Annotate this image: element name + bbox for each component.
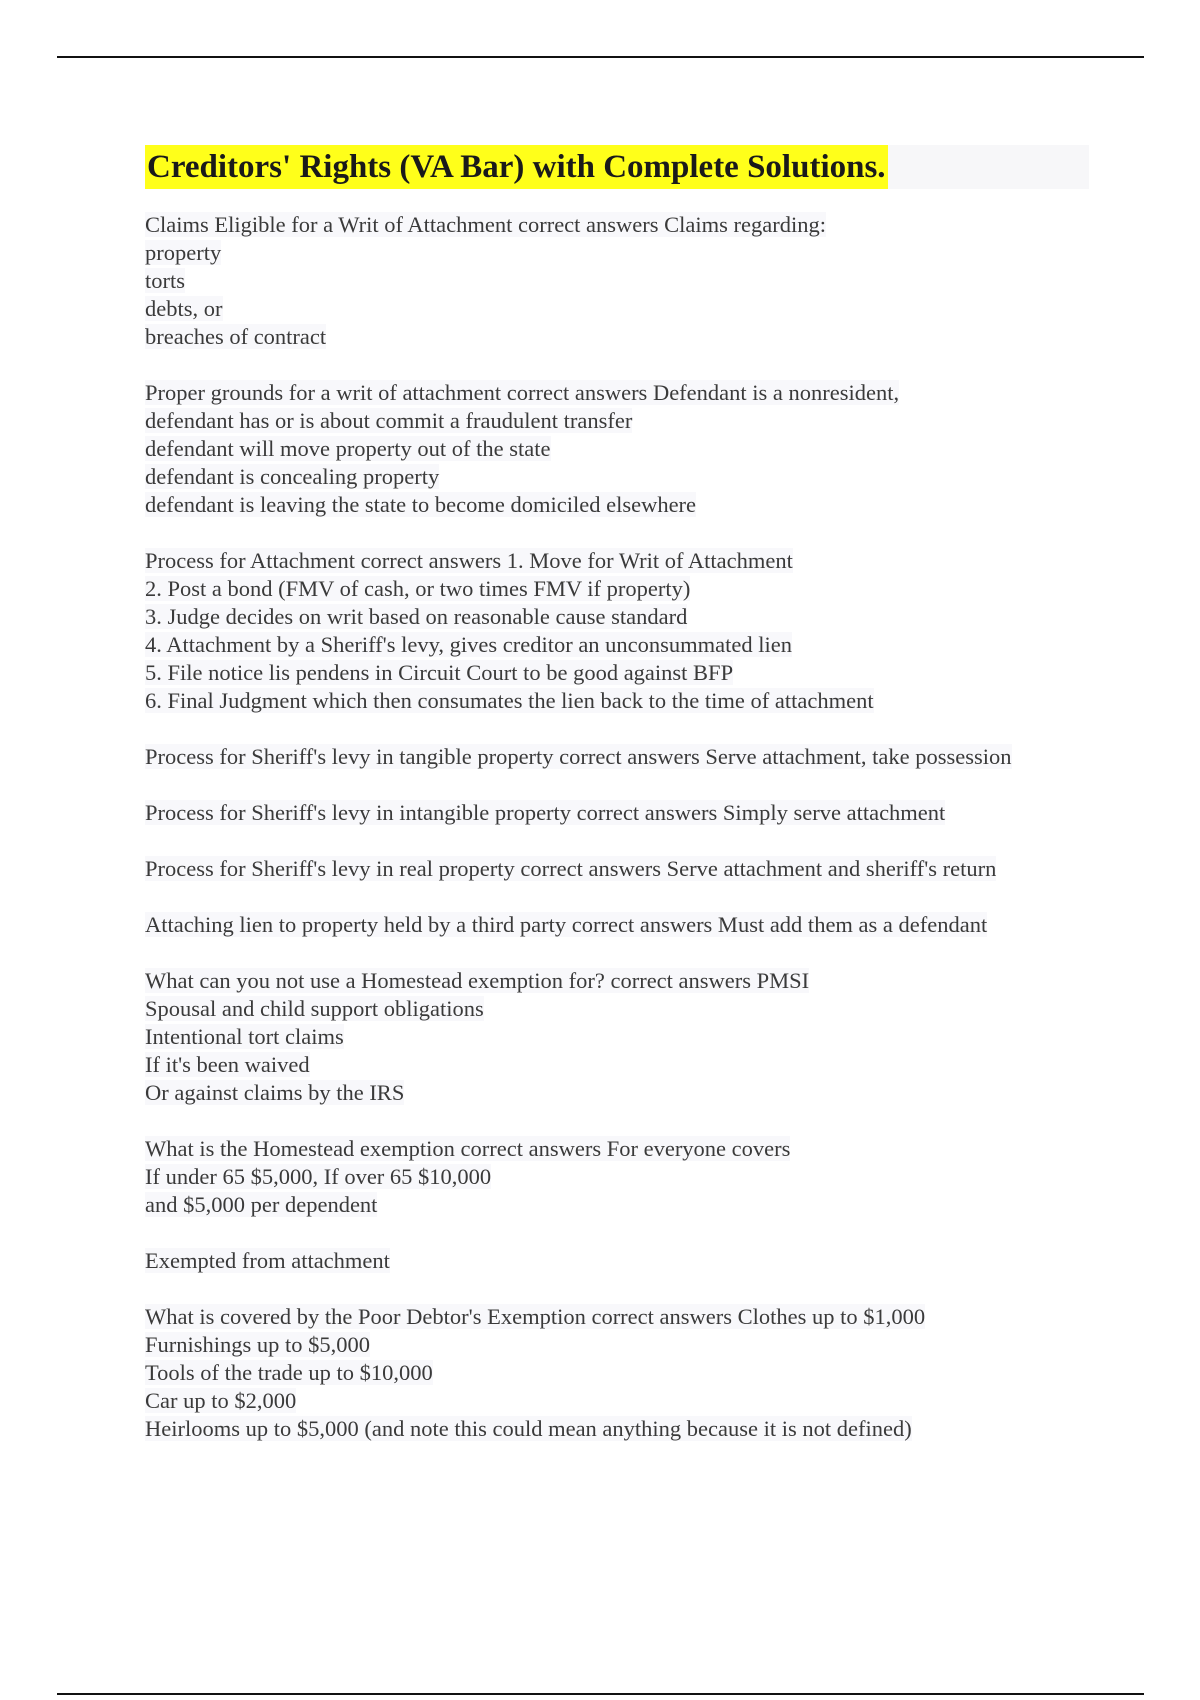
qa-answer-line (145, 1023, 1090, 1051)
line-text: 2. Post a bond (FMV of cash, or two times FMV if property) (145, 576, 691, 601)
line-text: property (145, 240, 222, 265)
qa-answer-line (145, 295, 1090, 323)
qa-question-line (145, 1303, 1090, 1331)
qa-question-line (145, 1247, 1090, 1275)
line-text: debts, or (145, 296, 223, 321)
qa-answer-line (145, 239, 1090, 267)
line-text: Exempted from attachment (145, 1248, 390, 1273)
qa-answer-line (145, 1079, 1090, 1107)
top-rule (57, 56, 1144, 58)
qa-entry (145, 855, 1090, 883)
line-text: Furnishings up to $5,000 (145, 1332, 371, 1357)
qa-answer-line (145, 1387, 1090, 1415)
line-text: Attaching lien to property held by a third party correct answers Must add them as a defendant (145, 912, 988, 937)
qa-entry (145, 967, 1090, 1107)
line-text: torts (145, 268, 186, 293)
line-text: defendant is concealing property (145, 464, 440, 489)
line-text: Heirlooms up to $5,000 (and note this could mean anything because it is not defined) (145, 1416, 912, 1441)
document-body (145, 145, 1090, 1471)
qa-answer-line (145, 1051, 1090, 1079)
qa-answer-line (145, 1191, 1090, 1219)
line-text: 4. Attachment by a Sheriff's levy, gives creditor an unconsummated lien (145, 632, 793, 657)
qa-entry (145, 379, 1090, 519)
qa-answer-line (145, 659, 1090, 687)
qa-question-line (145, 967, 1090, 995)
qa-answer-line (145, 631, 1090, 659)
line-text: and $5,000 per dependent (145, 1192, 378, 1217)
qa-question-line (145, 743, 1090, 771)
line-text: 5. File notice lis pendens in Circuit Court to be good against BFP (145, 660, 734, 685)
line-text: Proper grounds for a writ of attachment correct answers Defendant is a nonresident, (145, 380, 900, 405)
line-text: 6. Final Judgment which then consumates the lien back to the time of attachment (145, 688, 874, 713)
qa-answer-line (145, 267, 1090, 295)
qa-question-line (145, 855, 1090, 883)
qa-question-line (145, 911, 1090, 939)
qa-entry (145, 211, 1090, 351)
qa-entry (145, 1247, 1090, 1275)
qa-entries (145, 211, 1090, 1443)
line-text: Intentional tort claims (145, 1024, 344, 1049)
qa-answer-line (145, 407, 1090, 435)
qa-answer-line (145, 575, 1090, 603)
qa-answer-line (145, 1163, 1090, 1191)
line-text: Spousal and child support obligations (145, 996, 484, 1021)
qa-question-line (145, 211, 1090, 239)
document-title: Creditors' Rights (VA Bar) with Complete Solutions. (145, 145, 888, 189)
qa-entry (145, 1135, 1090, 1219)
line-text: defendant will move property out of the state (145, 436, 551, 461)
line-text: breaches of contract (145, 324, 327, 349)
qa-entry (145, 547, 1090, 715)
line-text: Process for Attachment correct answers 1. Move for Writ of Attachment (145, 548, 793, 573)
title-band (145, 145, 1089, 189)
qa-entry (145, 911, 1090, 939)
qa-question-line (145, 799, 1090, 827)
qa-answer-line (145, 1359, 1090, 1387)
line-text: What is the Homestead exemption correct answers For everyone covers (145, 1136, 791, 1161)
line-text: 3. Judge decides on writ based on reasonable cause standard (145, 604, 688, 629)
line-text: Car up to $2,000 (145, 1388, 297, 1413)
qa-answer-line (145, 463, 1090, 491)
qa-entry (145, 743, 1090, 771)
line-text: Tools of the trade up to $10,000 (145, 1360, 433, 1385)
qa-entry (145, 1303, 1090, 1443)
qa-entry (145, 799, 1090, 827)
line-text: Process for Sheriff's levy in real property correct answers Serve attachment and sheriff's return (145, 856, 997, 881)
line-text: Claims Eligible for a Writ of Attachment correct answers Claims regarding: (145, 212, 826, 237)
qa-answer-line (145, 435, 1090, 463)
qa-answer-line (145, 491, 1090, 519)
qa-answer-line (145, 1415, 1090, 1443)
line-text: What is covered by the Poor Debtor's Exemption correct answers Clothes up to $1,000 (145, 1304, 926, 1329)
qa-answer-line (145, 687, 1090, 715)
line-text: Process for Sheriff's levy in tangible property correct answers Serve attachment, take possession (145, 744, 1012, 769)
line-text: defendant is leaving the state to become domiciled elsewhere (145, 492, 697, 517)
line-text: If under 65 $5,000, If over 65 $10,000 (145, 1164, 492, 1189)
qa-answer-line (145, 1331, 1090, 1359)
bottom-rule (57, 1693, 1144, 1695)
line-text: What can you not use a Homestead exemption for? correct answers PMSI (145, 968, 810, 993)
qa-answer-line (145, 995, 1090, 1023)
qa-answer-line (145, 323, 1090, 351)
line-text: Or against claims by the IRS (145, 1080, 405, 1105)
line-text: If it's been waived (145, 1052, 310, 1077)
qa-question-line (145, 379, 1090, 407)
qa-answer-line (145, 603, 1090, 631)
line-text: defendant has or is about commit a fraudulent transfer (145, 408, 633, 433)
qa-question-line (145, 1135, 1090, 1163)
qa-question-line (145, 547, 1090, 575)
line-text: Process for Sheriff's levy in intangible property correct answers Simply serve attachment (145, 800, 946, 825)
